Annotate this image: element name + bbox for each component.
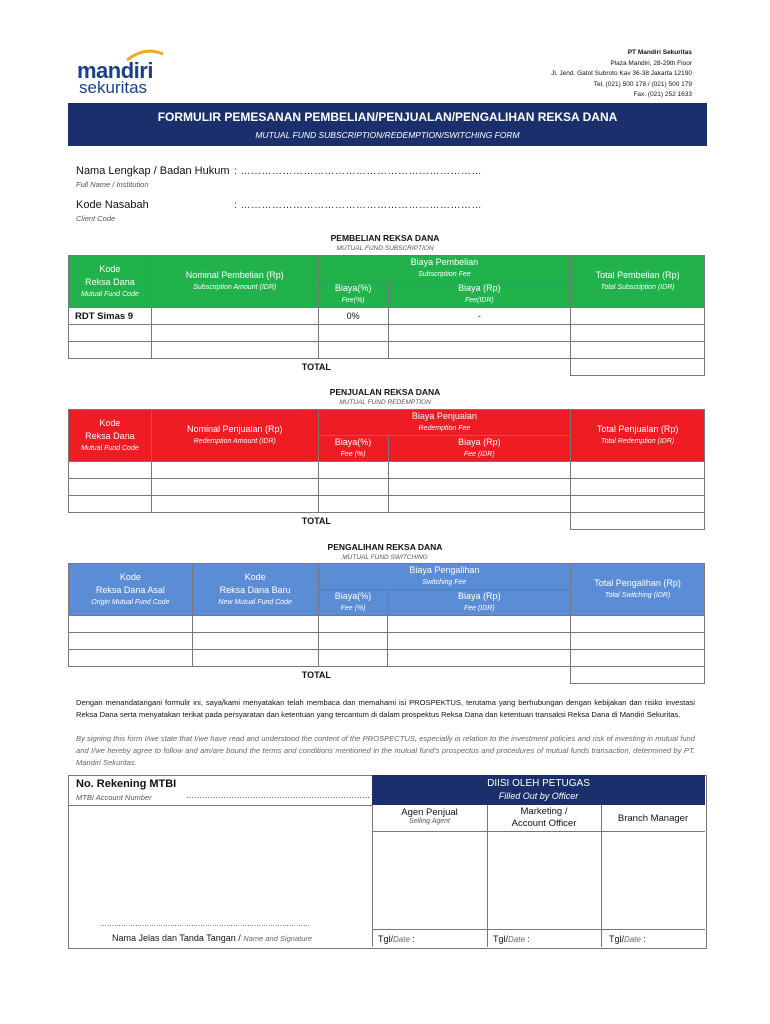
redemption-subtitle: MUTUAL FUND REDEMPTION (339, 399, 431, 406)
full-name-label: Nama Lengkap / Badan Hukum (76, 165, 230, 177)
table-row (69, 479, 705, 496)
sub-col-fee-rp: Biaya (Rp) Fee(IDR) (388, 282, 571, 308)
table-row (69, 616, 705, 633)
logo-word-mandiri: mandiri (77, 58, 153, 83)
sub-row1-total[interactable] (571, 308, 705, 325)
mandiri-sekuritas-logo (77, 50, 187, 100)
marketing-header: Marketing / Account Officer (511, 806, 577, 829)
sw-total-label: TOTAL (301, 670, 331, 681)
officer-title-en: Filled Out by Officer (498, 791, 579, 801)
sub-col-fee: Biaya Pembelian Subscription Fee (318, 256, 571, 282)
full-name-sublabel: Full Name / Institution (76, 180, 149, 189)
redemption-title: PENJUALAN REKSA DANA (329, 387, 441, 397)
sub-col-amount: Nominal Pembelian (Rp) Subscription Amount (IDR) (151, 256, 318, 308)
company-tel: Tel. (021) 500 178 / (021) 500 179 (593, 80, 692, 88)
form-title: FORMULIR PEMESANAN PEMBELIAN/PENJUALAN/PENGALIHAN REKSA DANA (157, 110, 618, 124)
subscription-subtitle: MUTUAL FUND SUBSCRIPTION (336, 245, 434, 252)
total-row (69, 359, 705, 376)
divider (372, 831, 705, 832)
signature-label: Nama Jelas dan Tanda Tangan / Name and Signature (112, 933, 313, 943)
account-sublabel: MTBI Account Number (76, 793, 152, 802)
table-row (69, 462, 705, 479)
officer-title: DIISI OLEH PETUGAS (487, 778, 590, 789)
red-col-total: Total Penjualan (Rp) Total Redemption (IDR) (571, 410, 705, 462)
company-address (551, 48, 692, 101)
account-label: No. Rekening MTBI (76, 778, 177, 790)
subscription-title: PEMBELIAN REKSA DANA (330, 233, 440, 243)
switching-table (68, 563, 705, 684)
logo-word-sekuritas: sekuritas (79, 78, 148, 97)
divider (601, 805, 602, 947)
red-total-label: TOTAL (301, 516, 331, 527)
switching-subtitle: MUTUAL FUND SWITCHING (342, 554, 428, 561)
full-name-field[interactable]: : …………………………………………………………… (234, 166, 483, 177)
table-row (69, 650, 705, 667)
table-row (69, 633, 705, 650)
red-col-fee-pct: Biaya(%) Fee (%) (318, 436, 388, 462)
branch-manager-header: Branch Manager (617, 813, 689, 824)
red-col-fee: Biaya Penjualan Redemption Fee (318, 410, 571, 436)
sub-row1-amount[interactable] (151, 308, 318, 325)
sw-col-fee-rp: Biaya (Rp) Fee (IDR) (388, 590, 571, 616)
form-title-banner (68, 103, 707, 146)
sw-col-fee-pct: Biaya(%) Fee (%) (318, 590, 388, 616)
branch-manager-date[interactable]: Tgl/Date : (609, 934, 646, 944)
divider (68, 805, 372, 806)
agent-date[interactable]: Tgl/Date : (378, 934, 415, 944)
red-col-fee-rp: Biaya (Rp) Fee (IDR) (388, 436, 571, 462)
client-code-sublabel: Client Code (76, 214, 116, 223)
sub-col-code: Kode Reksa Dana Mutual Fund Code (69, 256, 152, 308)
sw-total-value[interactable] (571, 667, 705, 684)
sub-row1-fee-pct[interactable]: 0% (318, 308, 388, 325)
red-total-value[interactable] (571, 513, 705, 530)
sw-col-total: Total Pengalihan (Rp) Total Switching (IDR) (571, 564, 705, 616)
sw-col-from: Kode Reksa Dana Asal Origin Mutual Fund Code (69, 564, 193, 616)
total-row (69, 513, 705, 530)
divider (372, 929, 705, 930)
sub-row1-fee-rp[interactable]: - (388, 308, 571, 325)
table-row (69, 308, 705, 325)
sub-row1-code[interactable]: RDT Simas 9 (69, 308, 152, 325)
total-row (69, 667, 705, 684)
client-code-label: Kode Nasabah (76, 199, 149, 211)
redemption-table (68, 409, 705, 530)
subscription-table (68, 255, 705, 376)
company-address-line2: Jl. Jend. Gatot Subroto Kav 36-38 Jakarta 12190 (551, 70, 692, 77)
statement-en: By signing this form I/we state that I/we have read and understood the content of the PROSPECTUS, especially in relation to the investment policies and risk of investing in mutual fund and I/we hereby agree to follow and am/are bound the terms and conditions mentioned in the mutual fund's prospectus and procedures of mutual funds transaction, determined by PT. Mandiri Sekuritas. (76, 734, 695, 767)
sub-total-value[interactable] (571, 359, 705, 376)
company-fax: Fax. (021) 252 1633 (633, 91, 692, 98)
statement-id: Dengan menandatangani formulir ini, saya/kami menyatakan telah membaca dan memahami isi PROSPEKTUS, terutama yang berhubungan dengan kebijakan dan risiko investasi Reksa Dana serta menyatakan terikat pada persyaratan dan ketentuan yang tercantum di dalam prospektus Reksa Dana dan ketentuan transaksi Reksa Dana di Mandiri Sekuritas. (76, 698, 695, 719)
marketing-date[interactable]: Tgl/Date : (493, 934, 530, 944)
table-row (69, 325, 705, 342)
sw-col-to: Kode Reksa Dana Baru New Mutual Fund Code (192, 564, 318, 616)
signature-line[interactable]: ……………………………………………………………………………… (100, 921, 310, 928)
company-address-line1: Plaza Mandiri, 28-29th Floor (610, 59, 692, 67)
form-subtitle: MUTUAL FUND SUBSCRIPTION/REDEMPTION/SWITCHING FORM (255, 130, 520, 140)
sub-col-fee-pct: Biaya(%) Fee(%) (318, 282, 388, 308)
company-name: PT Mandiri Sekuritas (627, 49, 692, 56)
switching-title: PENGALIHAN REKSA DANA (327, 542, 443, 552)
client-code-field[interactable]: : …………………………………………………………… (234, 200, 483, 211)
sub-col-total: Total Pembelian (Rp) Total Subscription (IDR) (571, 256, 705, 308)
sub-total-label: TOTAL (301, 362, 331, 373)
sw-col-fee: Biaya Pengalihan Switching Fee (318, 564, 571, 590)
account-number-field[interactable]: …………………………………………………………… (186, 791, 370, 800)
table-row (69, 342, 705, 359)
red-col-code: Kode Reksa Dana Mutual Fund Code (69, 410, 152, 462)
agent-header: Agen Penjual Selling Agent (401, 807, 458, 825)
officer-header (372, 775, 705, 805)
table-row (69, 496, 705, 513)
red-col-amount: Nominal Penjualan (Rp) Redemption Amount (IDR) (151, 410, 318, 462)
